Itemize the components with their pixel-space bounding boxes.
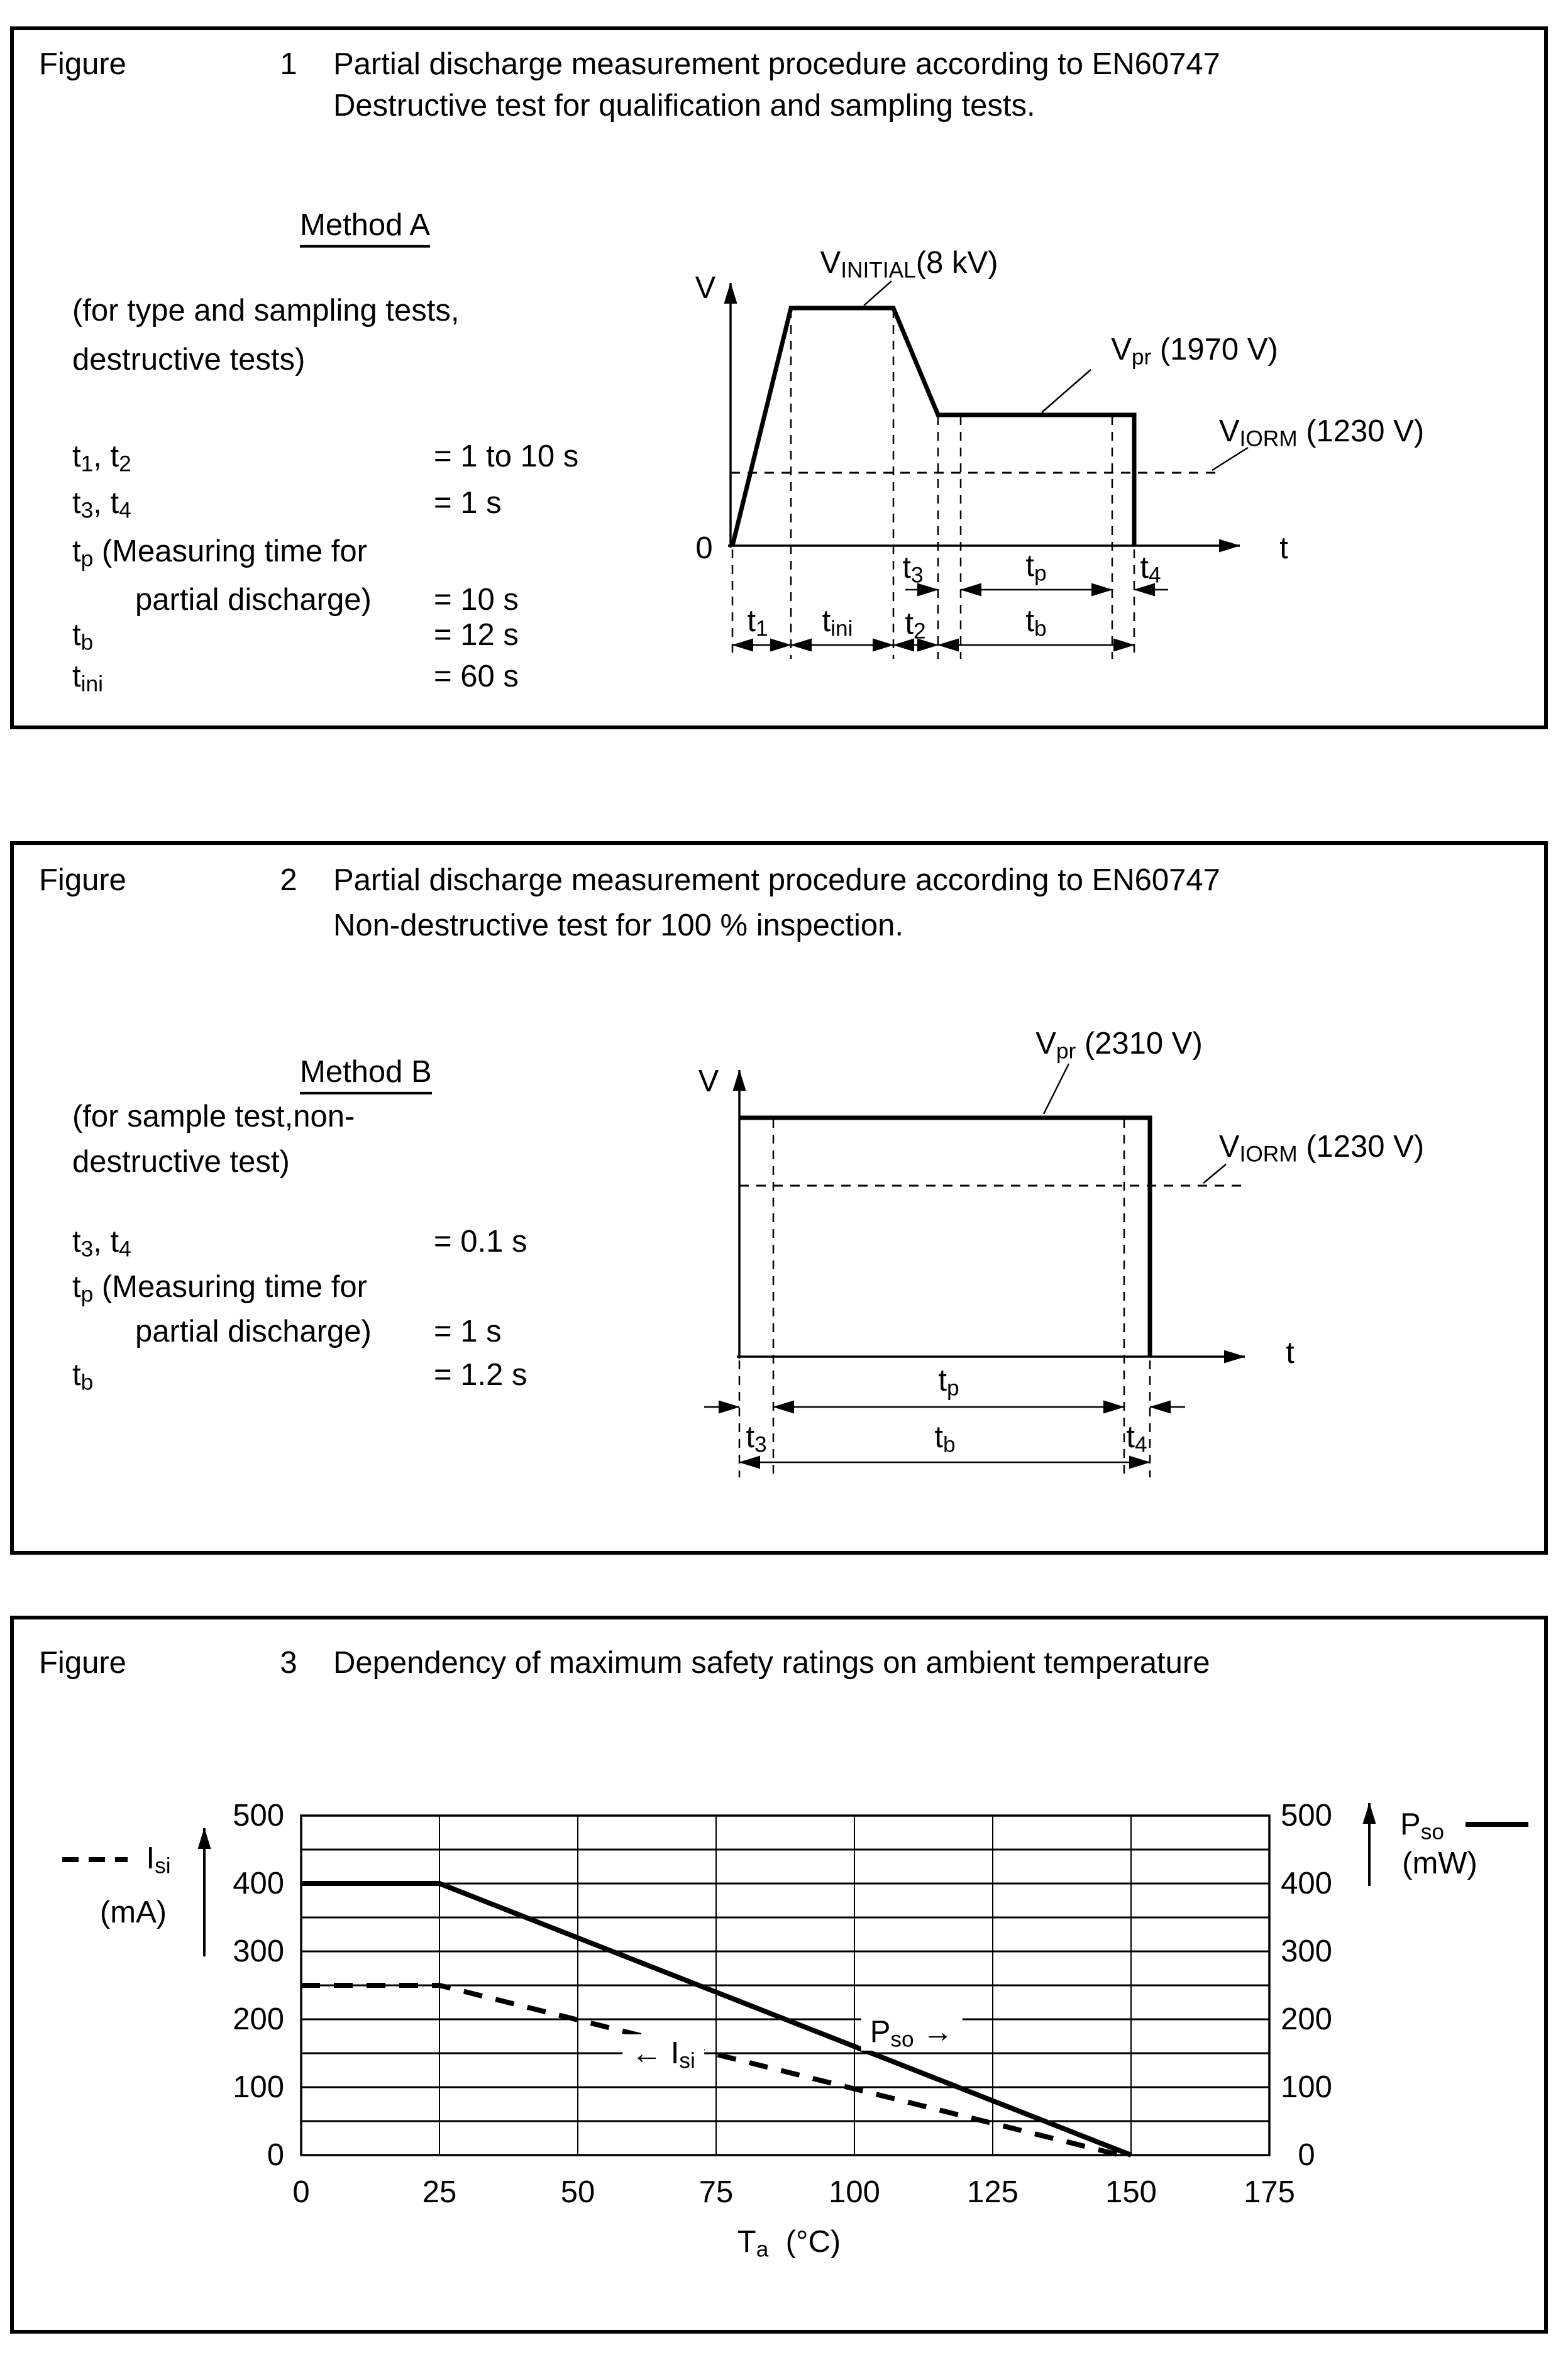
fig2-tp-label: $t_p$ <box>938 1363 959 1401</box>
param-label: $t_b$ <box>72 1357 94 1395</box>
fig3-figure-number: 3 <box>280 1645 297 1680</box>
param-value: = 12 s <box>434 617 519 652</box>
fig1-vpr-label: $V_{pr}$ (1970 V) <box>1111 332 1278 370</box>
param-label: $t_3$, $t_4$ <box>72 1224 131 1262</box>
y-tick-label-left: 200 <box>233 2002 284 2036</box>
param-label: partial discharge) <box>135 1314 372 1348</box>
x-tick-label: 75 <box>698 2175 734 2209</box>
param-value: = 60 s <box>434 659 519 693</box>
y-tick-label-left: 0 <box>267 2138 284 2172</box>
x-tick-label: 175 <box>1244 2175 1295 2209</box>
fig1-figure-word: Figure <box>39 47 126 81</box>
x-tick-label: 50 <box>560 2175 595 2209</box>
left-legend-unit: (mA) <box>99 1895 167 1929</box>
fig2-viorm-label: $V_{IORM}$ (1230 V) <box>1218 1129 1425 1167</box>
right-legend-name: $P_{so}$ <box>1400 1807 1444 1845</box>
param-value: = 1 s <box>434 485 502 520</box>
fig1-scope-line1: (for type and sampling tests, <box>72 293 460 328</box>
fig3-figure-word: Figure <box>39 1645 126 1680</box>
y-tick-label-right: 500 <box>1281 1798 1332 1833</box>
fig1-figure-number: 1 <box>280 47 297 81</box>
x-tick-label: 150 <box>1105 2175 1157 2209</box>
pso-curve-label: $P_{so}$ → <box>861 2013 963 2051</box>
fig2-scope-line1: (for sample test,non- <box>72 1099 355 1133</box>
fig1-method-heading: Method A <box>300 207 430 243</box>
fig2-vpr-label: $V_{pr}$ (2310 V) <box>1035 1026 1203 1064</box>
fig1-tini-label: $t_{ini}$ <box>822 604 853 641</box>
fig1-t2-label: $t_2$ <box>905 606 926 644</box>
y-tick-label-left: 300 <box>233 1934 284 1968</box>
fig1-v-axis-label: V <box>695 270 716 305</box>
x-axis-title: $T_a$ (°C) <box>737 2224 841 2262</box>
fig1-scope-line2: destructive tests) <box>72 342 306 377</box>
param-label: $t_1$, $t_2$ <box>72 439 131 477</box>
fig2-figure-word: Figure <box>39 863 126 897</box>
fig1-title-line2: Destructive test for qualification and sampling tests. <box>333 88 1035 123</box>
left-legend-name: $I_{si}$ <box>146 1841 171 1878</box>
y-tick-label-left: 400 <box>233 1867 284 1900</box>
param-label: partial discharge) <box>135 582 372 617</box>
y-tick-label-right: 200 <box>1281 2002 1332 2036</box>
isi-curve-label: ← $I_{si}$ <box>622 2034 704 2072</box>
fig3-title: Dependency of maximum safety ratings on ambient temperature <box>333 1645 1210 1680</box>
param-label: $t_p$ (Measuring time for <box>72 534 367 571</box>
fig2-t4-label: $t_4$ <box>1126 1420 1147 1457</box>
y-tick-label-right: 0 <box>1298 2137 1315 2172</box>
fig1-t-axis-label: t <box>1279 531 1288 565</box>
fig2-method-heading: Method B <box>300 1054 432 1089</box>
x-tick-label: 100 <box>829 2175 880 2209</box>
fig1-tp-label: $t_p$ <box>1025 548 1047 586</box>
fig1-origin-label: 0 <box>695 531 713 565</box>
right-legend-unit: (mW) <box>1402 1846 1477 1880</box>
param-value: = 1.2 s <box>434 1357 527 1392</box>
param-value: = 1 s <box>434 1314 502 1348</box>
fig1-title-line1: Partial discharge measurement procedure according to EN60747 <box>333 47 1220 81</box>
y-tick-label-left: 500 <box>233 1799 284 1833</box>
fig2-scope-line2: destructive test) <box>72 1144 290 1179</box>
fig1-t4-label: $t_4$ <box>1140 550 1161 588</box>
param-label: $t_3$, $t_4$ <box>72 485 131 523</box>
param-label: $t_p$ (Measuring time for <box>72 1269 367 1307</box>
fig1-t3-label: $t_3$ <box>902 550 924 588</box>
param-value: = 1 to 10 s <box>434 439 579 473</box>
x-tick-label: 125 <box>967 2175 1019 2209</box>
fig2-t3-label: $t_3$ <box>746 1420 767 1457</box>
y-tick-label-right: 100 <box>1281 2070 1332 2104</box>
y-tick-label-right: 300 <box>1281 1934 1332 1968</box>
y-tick-label-left: 100 <box>233 2070 284 2104</box>
fig2-t-axis-label: t <box>1286 1335 1295 1370</box>
fig1-tb-label: $t_b$ <box>1025 604 1047 641</box>
x-tick-label: 25 <box>422 2175 457 2209</box>
fig2-title-line2: Non-destructive test for 100 % inspection. <box>333 908 903 942</box>
fig1-vinitial-label: $V_{INITIAL}(8$ kV) <box>820 245 998 283</box>
param-label: $t_b$ <box>72 617 94 655</box>
fig1-viorm-label: $V_{IORM}$ (1230 V) <box>1218 414 1425 451</box>
fig1-t1-label: $t_1$ <box>747 604 768 641</box>
fig2-v-axis-label: V <box>698 1064 719 1098</box>
fig2-figure-number: 2 <box>280 863 297 897</box>
fig2-tb-label: $t_b$ <box>934 1420 956 1457</box>
param-label: $t_{ini}$ <box>72 659 103 697</box>
param-value: = 0.1 s <box>434 1224 527 1259</box>
param-value: = 10 s <box>434 582 519 617</box>
y-tick-label-right: 400 <box>1281 1866 1332 1900</box>
fig2-title-line1: Partial discharge measurement procedure according to EN60747 <box>333 863 1220 897</box>
x-tick-label: 0 <box>292 2175 310 2209</box>
